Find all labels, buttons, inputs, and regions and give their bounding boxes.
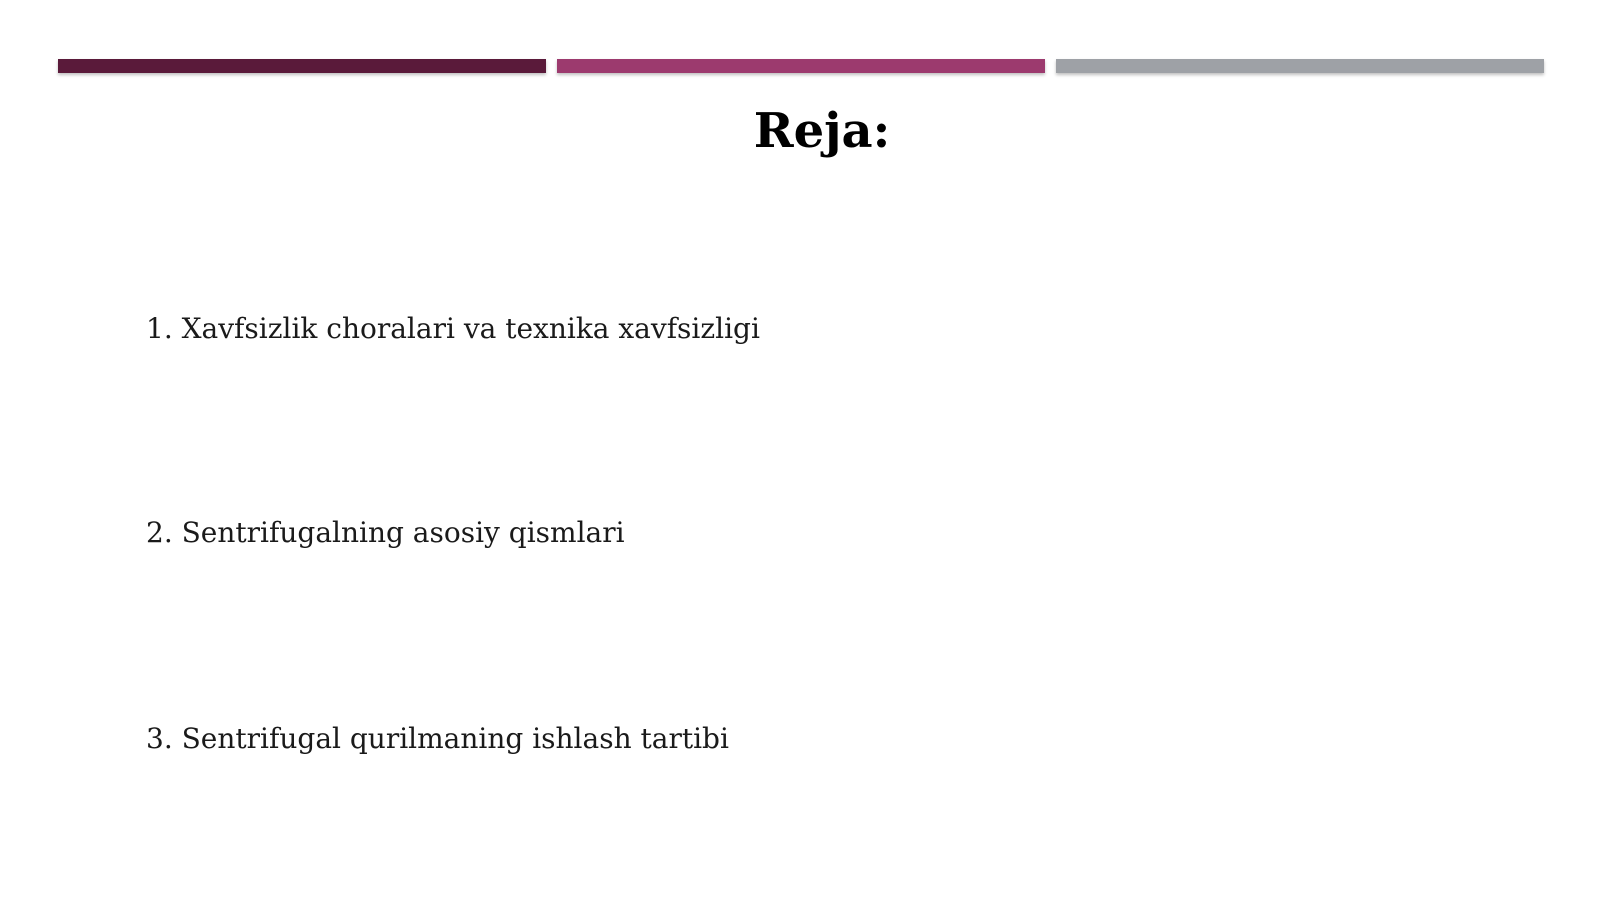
plan-item-2: 2. Sentrifugalning asosiy qismlari [146, 516, 625, 549]
slide-title: Reja: [753, 103, 891, 159]
accent-bar-dark [58, 59, 546, 73]
accent-bar-gray [1056, 59, 1544, 73]
plan-item-1: 1. Xavfsizlik choralari va texnika xavfsizligi [146, 312, 760, 345]
accent-bar-magenta [557, 59, 1045, 73]
plan-item-3: 3. Sentrifugal qurilmaning ishlash tartibi [146, 722, 729, 755]
